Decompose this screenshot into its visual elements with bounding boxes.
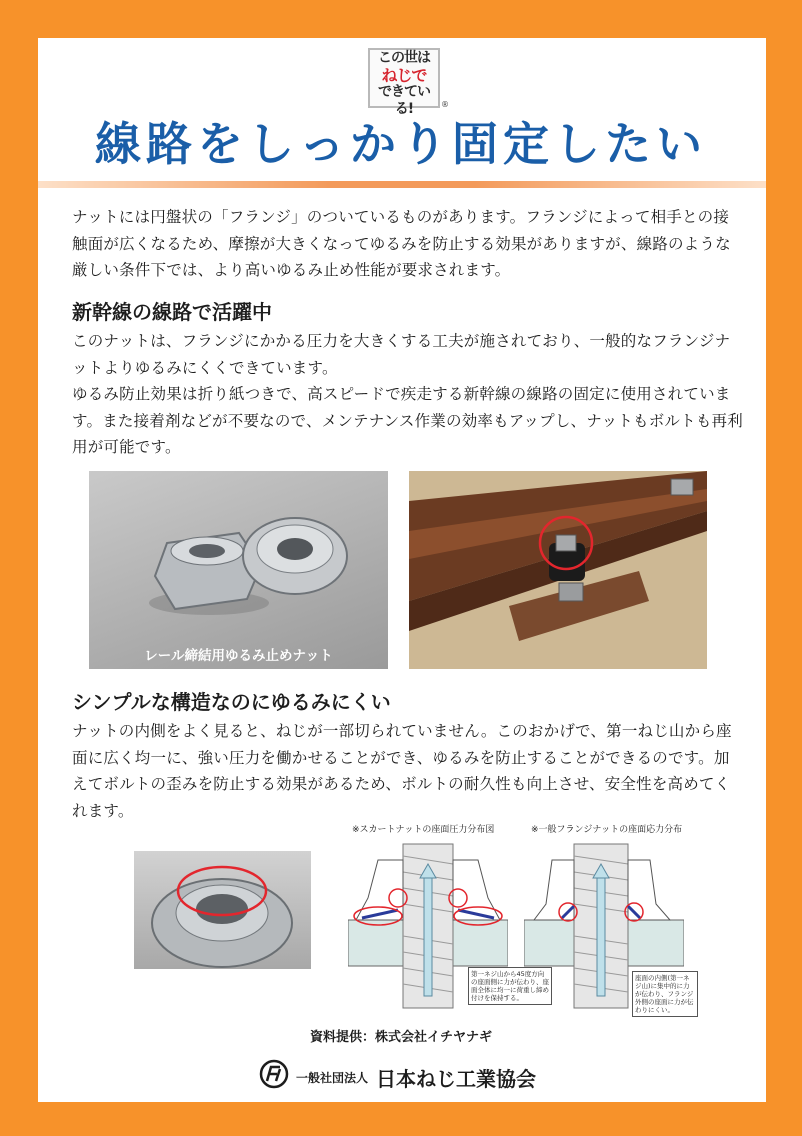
section2-heading: シンプルな構造なのにゆるみにくい — [72, 690, 391, 714]
diagram1-caption: ※スカートナットの座面圧力分布図 — [352, 825, 495, 835]
page-title: 線路をしっかり固定したい — [95, 117, 707, 171]
nut-photo-caption: レール締結用ゆるみ止めナット — [144, 648, 333, 664]
logo-line-1: この世は — [378, 50, 430, 66]
diagram2-caption: ※一般フランジナットの座面応力分布 — [531, 825, 683, 835]
registered-mark: ® — [441, 100, 449, 109]
flange-nuts-illustration — [89, 471, 388, 669]
organization-type: 一般社団法人 — [296, 1071, 369, 1085]
section1-paragraph-2: ゆるみ防止効果は折り紙つきで、高スピードで疾走する新幹線の線路の固定に使用されています。また接着剤などが不要なので、メンテナンス作業の効率もアップし、ナットもボルトも再利用が可能です。 — [72, 385, 743, 456]
diagram2-note: 座面の内側(第一ネジ山)に集中的に力が伝わり、フランジ外側の座面に力が伝わりにくい。 — [632, 971, 698, 1017]
intro-paragraph: ナットには円盤状の「フランジ」のついているものがあります。フランジによって相手との接触面が広くなるため、摩擦が大きくなってゆるみを防止する効果がありますが、線路のような厳しい条件下では、より高いゆるみ止め性能が要求されます。 — [72, 208, 731, 279]
nut-closeup-illustration — [134, 851, 311, 969]
nut-closeup-photo — [134, 851, 311, 969]
section1-paragraph-1: このナットは、フランジにかかる圧力を大きくする工夫が施されており、一般的なフランジナットよりゆるみにくくできています。 — [72, 332, 731, 377]
title-divider — [38, 181, 766, 188]
association-logo-icon — [258, 1059, 290, 1089]
rail-photo — [409, 471, 707, 669]
rail-fastening-illustration — [409, 471, 707, 669]
organization-name: 日本ねじ工業協会 — [376, 1067, 536, 1091]
diagram1-note: 第一ネジ山から45度方向の座面側に力が伝わり、座面全体に均一に荷重し締め付けを保持する。 — [468, 967, 552, 1005]
nut-photo — [89, 471, 388, 669]
logo-badge — [368, 48, 440, 117]
logo-line-3: できている! — [378, 84, 430, 117]
section1-heading: 新幹線の線路で活躍中 — [72, 300, 272, 324]
source-credit: 資料提供：株式会社イチヤナギ — [309, 1030, 492, 1045]
section2-paragraph: ナットの内側をよく見ると、ねじが一部切られていません。このおかげで、第一ねじ山から座面に広く均一に、強い圧力を働かせることができ、ゆるみを防止することができるのです。加えてボルトの歪みを防止する効果があるため、ボルトの耐久性も向上させ、安全性を高めてくれます。 — [72, 722, 732, 820]
logo-line-2: ねじで — [381, 66, 427, 85]
